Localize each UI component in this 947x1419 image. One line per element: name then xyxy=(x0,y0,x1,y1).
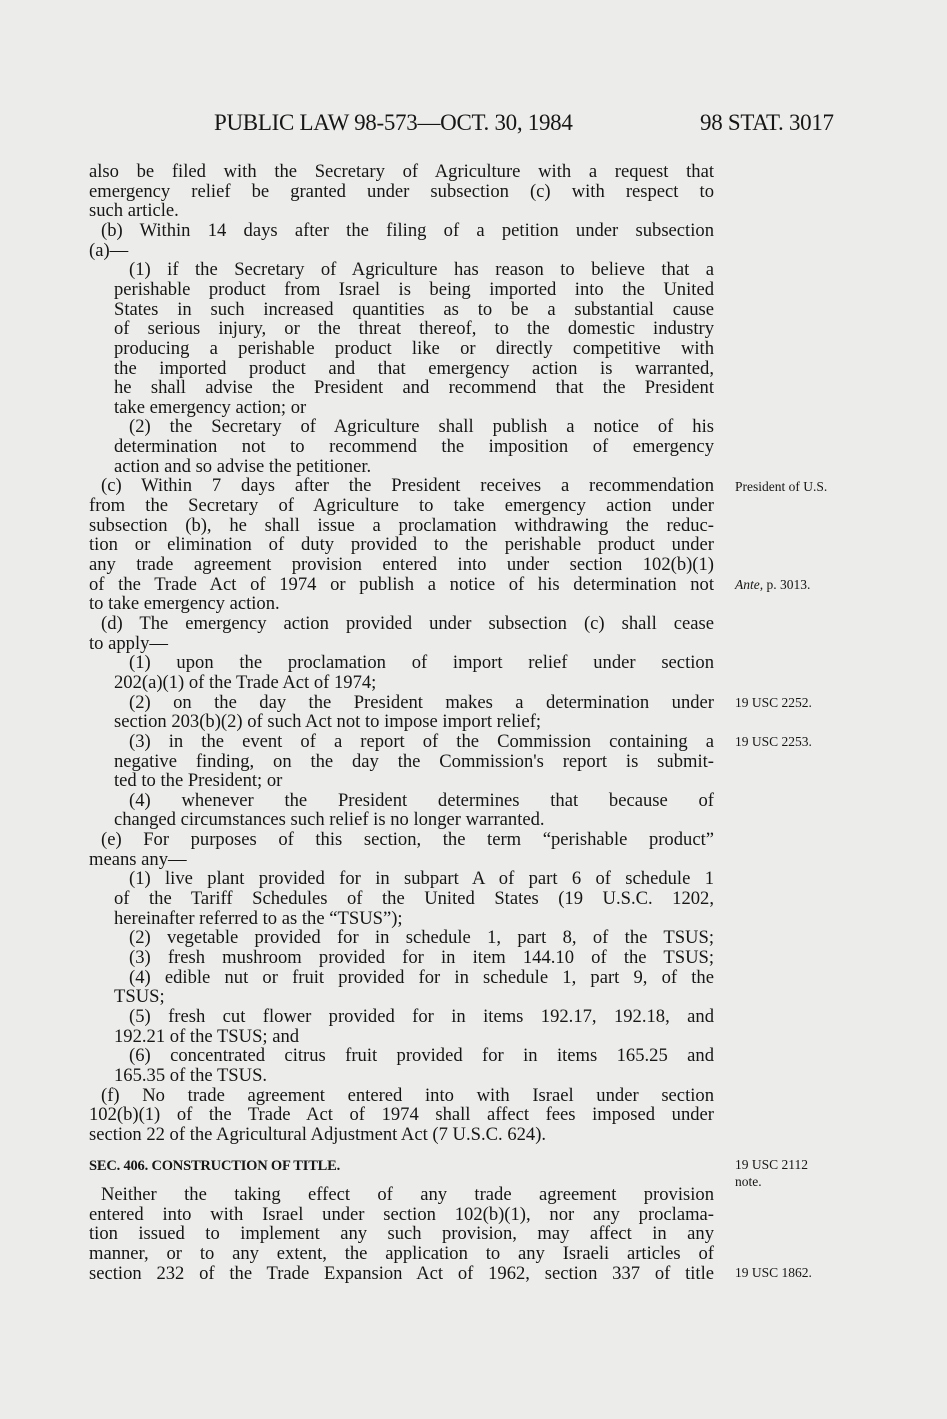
text-line: the imported product and that emergency action is warranted, xyxy=(114,357,714,379)
text-line: such article. xyxy=(89,200,179,222)
text-line: section 232 of the Trade Expansion Act of 1962, section 337 of title xyxy=(89,1262,714,1284)
text-line: (5) fresh cut flower provided for in items 192.17, 192.18, and xyxy=(129,1005,714,1027)
text-line: tion or elimination of duty provided to the perishable product under xyxy=(89,534,714,556)
text-line: (f) No trade agreement entered into with Israel under section xyxy=(101,1084,714,1106)
margin-note-19usc2252: 19 USC 2252. xyxy=(735,695,812,710)
text-line: any trade agreement provision entered into under section 102(b)(1) xyxy=(89,554,714,575)
text-line: (c) Within 7 days after the President receives a recommendation xyxy=(101,475,714,497)
text-line: to take emergency action. xyxy=(89,593,280,615)
text-line: Neither the taking effect of any trade agreement provision xyxy=(101,1184,714,1205)
text-line: section 203(b)(2) of such Act not to impose import relief; xyxy=(114,711,542,733)
text-line: (e) For purposes of this section, the term “perishable product” xyxy=(101,829,714,851)
section-heading: SEC. 406. CONSTRUCTION OF TITLE. xyxy=(89,1158,341,1174)
text-line: producing a perishable product like or directly competitive with xyxy=(114,337,714,359)
text-line: tion issued to implement any such provision, may affect in any xyxy=(89,1223,714,1245)
margin-note-19usc2112: 19 USC 2112 xyxy=(735,1157,809,1172)
running-head-title: PUBLIC LAW 98-573—OCT. 30, 1984 xyxy=(214,110,573,135)
text-line: (d) The emergency action provided under subsection (c) shall cease xyxy=(101,612,714,634)
margin-note-ante xyxy=(735,577,810,593)
text-line: (a)— xyxy=(89,239,129,261)
text-line: TSUS; xyxy=(114,986,165,1008)
text-line: (2) vegetable provided for in schedule 1, part 8, of the TSUS; xyxy=(129,927,714,949)
margin-note-president: President of U.S. xyxy=(735,479,828,494)
statute-page-number: 98 STAT. 3017 xyxy=(700,110,834,135)
text-line: of the Tariff Schedules of the United States (19 U.S.C. 1202, xyxy=(114,888,714,910)
text-line: to apply— xyxy=(89,632,169,654)
text-line: perishable product from Israel is being imported into the United xyxy=(114,278,714,300)
text-line: 202(a)(1) of the Trade Act of 1974; xyxy=(114,671,377,693)
text-line: entered into with Israel under section 102(b)(1), nor any proclama- xyxy=(89,1203,714,1225)
margin-note-19usc2112-note: note. xyxy=(735,1174,762,1189)
text-line: action and so advise the petitioner. xyxy=(114,455,372,477)
margin-note-ante-page: p. 3013. xyxy=(763,577,811,592)
text-line: also be filed with the Secretary of Agriculture with a request that xyxy=(89,161,714,182)
text-line: (b) Within 14 days after the filing of a petition under subsection xyxy=(101,219,714,241)
text-line: of serious injury, or the threat thereof, to the domestic industry xyxy=(114,318,714,340)
text-line: changed circumstances such relief is no longer warranted. xyxy=(114,809,545,831)
text-line: (2) the Secretary of Agriculture shall publish a notice of his xyxy=(129,416,714,438)
text-line: emergency relief be granted under subsection (c) with respect to xyxy=(89,180,714,202)
text-line: (2) on the day the President makes a determination under xyxy=(129,691,714,713)
text-line: (4) whenever the President determines that because of xyxy=(129,789,714,811)
text-line: means any— xyxy=(89,848,187,870)
text-line: 102(b)(1) of the Trade Act of 1974 shall affect fees imposed under xyxy=(89,1104,714,1126)
text-line: of the Trade Act of 1974 or publish a notice of his determination not xyxy=(89,573,714,595)
text-line: 165.35 of the TSUS. xyxy=(114,1064,268,1086)
text-line: (1) live plant provided for in subpart A of part 6 of schedule 1 xyxy=(129,868,714,890)
margin-note-19usc2253: 19 USC 2253. xyxy=(735,734,812,749)
text-line: from the Secretary of Agriculture to take emergency action under xyxy=(89,495,714,517)
text-line: (4) edible nut or fruit provided for in schedule 1, part 9, of the xyxy=(129,966,714,988)
text-line: (6) concentrated citrus fruit provided for in items 165.25 and xyxy=(129,1045,714,1067)
text-line: States in such increased quantities as to be a substantial cause xyxy=(114,298,714,320)
margin-note-19usc1862: 19 USC 1862. xyxy=(735,1265,812,1280)
text-line: (1) if the Secretary of Agriculture has reason to believe that a xyxy=(129,259,714,281)
text-line: (3) in the event of a report of the Commission containing a xyxy=(129,730,714,752)
text-line: take emergency action; or xyxy=(114,396,307,418)
text-line: he shall advise the President and recommend that the President xyxy=(114,377,714,399)
text-line: manner, or to any extent, the application to any Israeli articles of xyxy=(89,1242,714,1264)
text-line: (3) fresh mushroom provided for in item 144.10 of the TSUS; xyxy=(129,947,714,968)
text-line: hereinafter referred to as the “TSUS”); xyxy=(114,907,403,929)
text-line: (1) upon the proclamation of import relief under section xyxy=(129,652,714,674)
text-line: negative finding, on the day the Commission's report is submit- xyxy=(114,750,714,772)
text-line: section 22 of the Agricultural Adjustment Act (7 U.S.C. 624). xyxy=(89,1123,547,1145)
text-line: ted to the President; or xyxy=(114,770,283,792)
text-line: determination not to recommend the imposition of emergency xyxy=(114,436,714,458)
margin-note-ante-italic: Ante, xyxy=(735,577,764,592)
text-line: 192.21 of the TSUS; and xyxy=(114,1025,300,1047)
text-line: subsection (b), he shall issue a proclamation withdrawing the reduc- xyxy=(89,514,714,536)
